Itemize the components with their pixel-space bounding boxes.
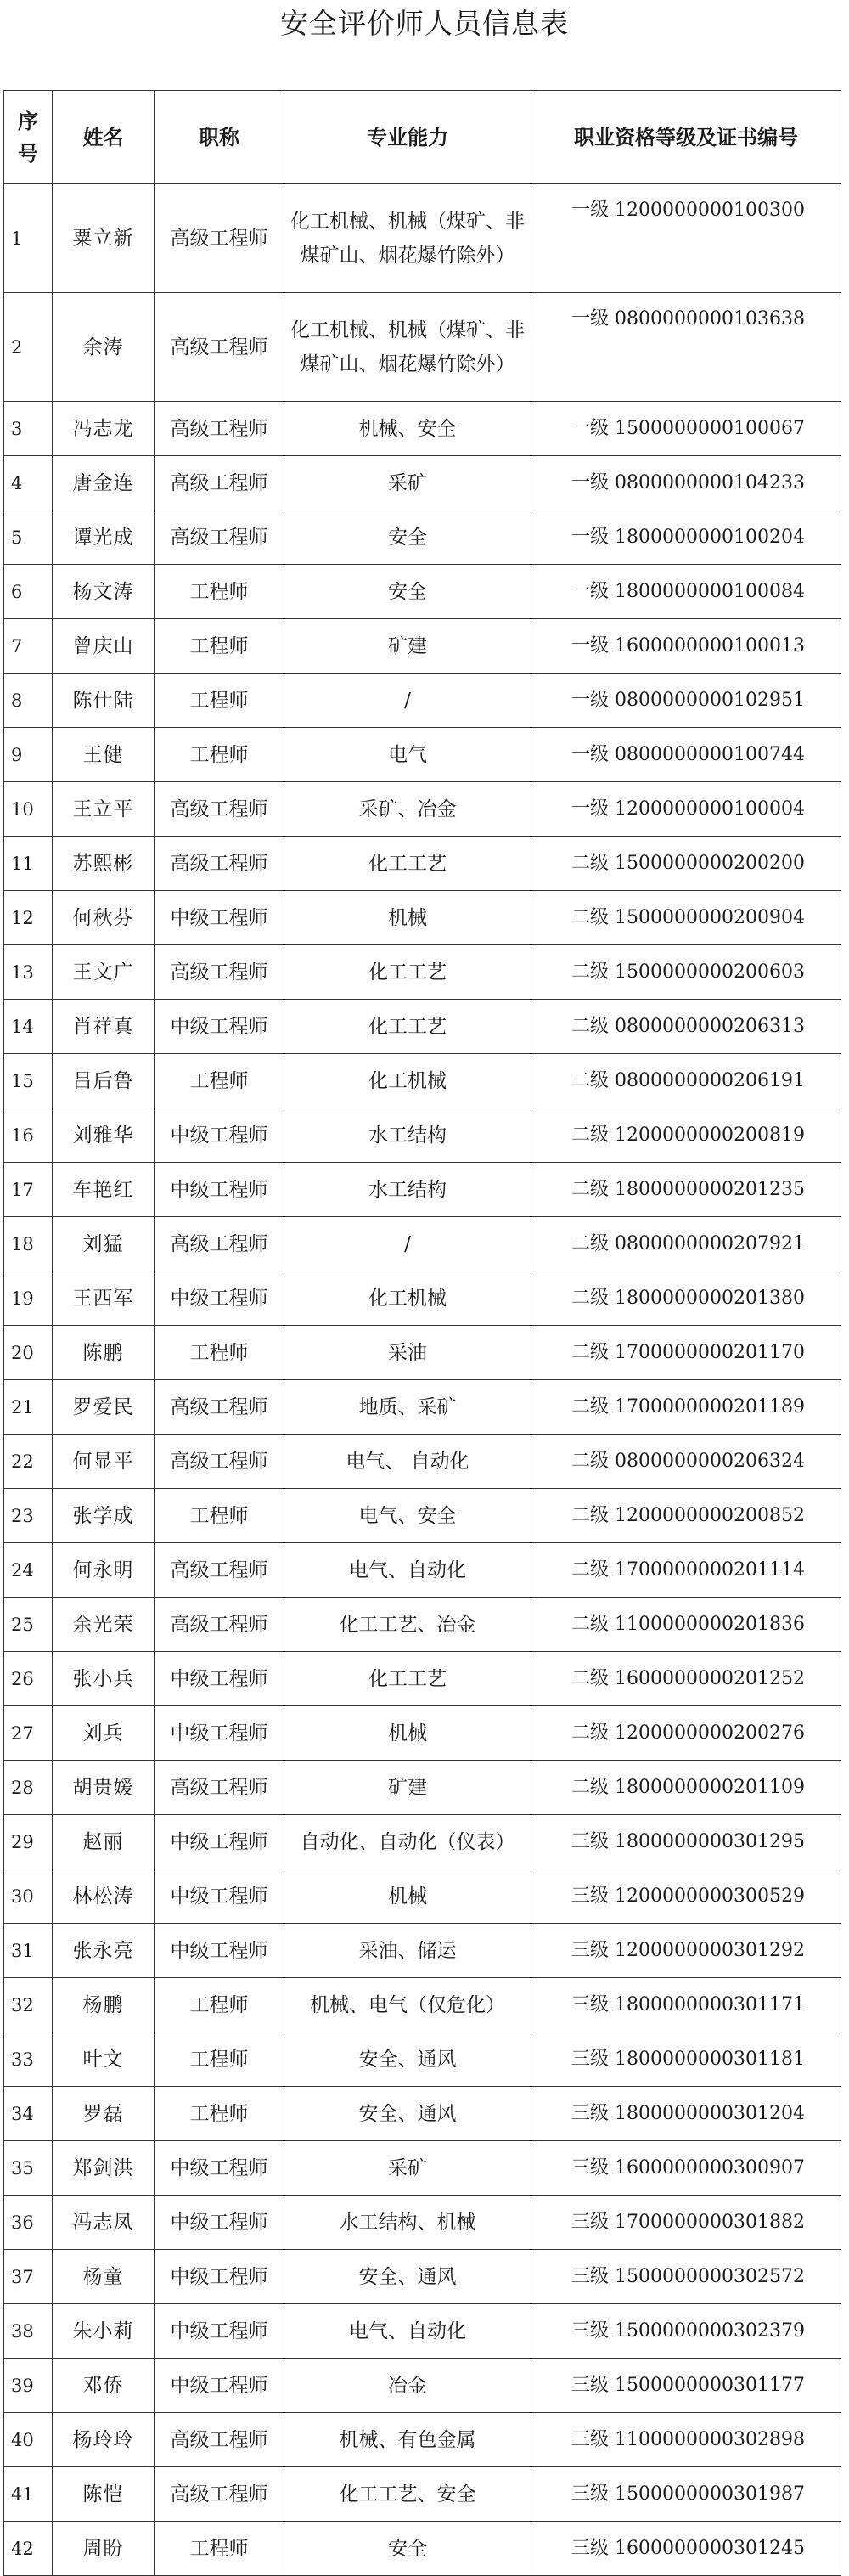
cell-title: 工程师 — [155, 1489, 284, 1543]
table-row — [4, 1815, 841, 1869]
table-row — [4, 1054, 841, 1108]
cell-name: 唐金连 — [53, 456, 155, 510]
table-row — [4, 1163, 841, 1217]
table-row — [4, 2141, 841, 2196]
cell-seq: 24 — [4, 1543, 53, 1598]
header-name: 姓名 — [53, 91, 155, 184]
cell-cert: 一级 1200000000100004 — [531, 782, 841, 837]
cell-ability: 自动化、自动化（仪表） — [284, 1815, 531, 1869]
cell-cert: 三级 1500000000302379 — [531, 2304, 841, 2359]
cell-title: 工程师 — [155, 674, 284, 728]
cell-title: 工程师 — [155, 565, 284, 619]
cell-cert: 二级 1700000000201114 — [531, 1543, 841, 1598]
table-row — [4, 2304, 841, 2359]
table-row — [4, 1869, 841, 1924]
table-row — [4, 293, 841, 402]
table-row — [4, 510, 841, 565]
cell-cert: 二级 1100000000201836 — [531, 1598, 841, 1652]
cell-seq: 14 — [4, 1000, 53, 1054]
cell-title: 高级工程师 — [155, 1380, 284, 1435]
cell-title: 中级工程师 — [155, 2250, 284, 2304]
cell-seq: 7 — [4, 619, 53, 674]
table-row — [4, 402, 841, 456]
cell-title: 中级工程师 — [155, 1869, 284, 1924]
cell-title: 工程师 — [155, 1978, 284, 2032]
cell-cert: 二级 1800000000201380 — [531, 1271, 841, 1326]
table-row — [4, 1435, 841, 1489]
table-row — [4, 1326, 841, 1380]
cell-title: 高级工程师 — [155, 1543, 284, 1598]
header-ability: 专业能力 — [284, 91, 531, 184]
cell-seq: 36 — [4, 2196, 53, 2250]
cell-ability: 机械 — [284, 1869, 531, 1924]
table-header — [4, 91, 841, 184]
cell-cert: 一级 1500000000100067 — [531, 402, 841, 456]
cell-ability: 机械 — [284, 1706, 531, 1761]
cell-name: 王健 — [53, 728, 155, 782]
cell-title: 工程师 — [155, 1326, 284, 1380]
cell-name: 邓侨 — [53, 2359, 155, 2413]
cell-seq: 35 — [4, 2141, 53, 2196]
cell-cert: 三级 1800000000301295 — [531, 1815, 841, 1869]
table-row — [4, 891, 841, 945]
table-row — [4, 2087, 841, 2141]
cell-seq: 2 — [4, 293, 53, 402]
table-row — [4, 2196, 841, 2250]
cell-ability: 水工结构、机械 — [284, 2196, 531, 2250]
cell-seq: 12 — [4, 891, 53, 945]
cell-ability: 安全 — [284, 2522, 531, 2576]
cell-cert: 三级 1100000000302898 — [531, 2413, 841, 2467]
cell-ability: 化工工艺、安全 — [284, 2467, 531, 2522]
table-row — [4, 1978, 841, 2032]
cell-ability: 化工机械 — [284, 1271, 531, 1326]
table-row — [4, 728, 841, 782]
cell-title: 高级工程师 — [155, 782, 284, 837]
cell-seq: 37 — [4, 2250, 53, 2304]
cell-ability: 安全、通风 — [284, 2087, 531, 2141]
cell-ability: / — [284, 1217, 531, 1271]
cell-seq: 18 — [4, 1217, 53, 1271]
cell-seq: 42 — [4, 2522, 53, 2576]
cell-seq: 10 — [4, 782, 53, 837]
cell-ability: 安全、通风 — [284, 2032, 531, 2087]
cell-seq: 13 — [4, 945, 53, 1000]
cell-name: 余涛 — [53, 293, 155, 402]
cell-name: 陈仕陆 — [53, 674, 155, 728]
cell-title: 中级工程师 — [155, 1108, 284, 1163]
cell-ability: 采矿、冶金 — [284, 782, 531, 837]
table-row — [4, 1380, 841, 1435]
cell-ability: 化工机械 — [284, 1054, 531, 1108]
cell-title: 高级工程师 — [155, 293, 284, 402]
cell-name: 罗爱民 — [53, 1380, 155, 1435]
cell-cert: 一级 0800000000102951 — [531, 674, 841, 728]
header-seq: 序号 — [4, 91, 53, 184]
cell-title: 中级工程师 — [155, 2141, 284, 2196]
table-row — [4, 1924, 841, 1978]
cell-name: 周盼 — [53, 2522, 155, 2576]
cell-ability: 机械、安全 — [284, 402, 531, 456]
cell-ability: 化工工艺 — [284, 945, 531, 1000]
cell-name: 杨童 — [53, 2250, 155, 2304]
cell-title: 工程师 — [155, 728, 284, 782]
cell-cert: 二级 1200000000200276 — [531, 1706, 841, 1761]
table-row — [4, 1489, 841, 1543]
cell-name: 王文广 — [53, 945, 155, 1000]
table-row — [4, 1652, 841, 1706]
cell-ability: 安全 — [284, 565, 531, 619]
cell-name: 刘猛 — [53, 1217, 155, 1271]
cell-seq: 21 — [4, 1380, 53, 1435]
cell-ability: 电气、自动化 — [284, 1543, 531, 1598]
cell-name: 张学成 — [53, 1489, 155, 1543]
cell-cert: 一级 1200000000100300 — [531, 184, 841, 293]
cell-title: 工程师 — [155, 2032, 284, 2087]
cell-ability: 机械、有色金属 — [284, 2413, 531, 2467]
cell-name: 杨文涛 — [53, 565, 155, 619]
cell-name: 肖祥真 — [53, 1000, 155, 1054]
cell-ability: 安全、通风 — [284, 2250, 531, 2304]
table-row — [4, 456, 841, 510]
cell-name: 谭光成 — [53, 510, 155, 565]
header-cert: 职业资格等级及证书编号 — [531, 91, 841, 184]
cell-seq: 29 — [4, 1815, 53, 1869]
cell-cert: 三级 1200000000301292 — [531, 1924, 841, 1978]
cell-title: 中级工程师 — [155, 1271, 284, 1326]
cell-cert: 一级 1800000000100204 — [531, 510, 841, 565]
cell-ability: 水工结构 — [284, 1108, 531, 1163]
cell-title: 高级工程师 — [155, 184, 284, 293]
cell-name: 胡贵媛 — [53, 1761, 155, 1815]
cell-name: 余光荣 — [53, 1598, 155, 1652]
cell-title: 高级工程师 — [155, 2413, 284, 2467]
cell-ability: 安全 — [284, 510, 531, 565]
cell-title: 高级工程师 — [155, 837, 284, 891]
cell-name: 林松涛 — [53, 1869, 155, 1924]
cell-seq: 11 — [4, 837, 53, 891]
cell-ability: 地质、采矿 — [284, 1380, 531, 1435]
cell-ability: 电气、安全 — [284, 1489, 531, 1543]
cell-ability: 化工机械、机械（煤矿、非煤矿山、烟花爆竹除外） — [284, 184, 531, 293]
cell-cert: 一级 0800000000103638 — [531, 293, 841, 402]
cell-cert: 三级 1500000000301987 — [531, 2467, 841, 2522]
cell-name: 朱小莉 — [53, 2304, 155, 2359]
cell-name: 何显平 — [53, 1435, 155, 1489]
cell-seq: 25 — [4, 1598, 53, 1652]
cell-ability: 化工工艺 — [284, 1000, 531, 1054]
cell-title: 中级工程师 — [155, 1924, 284, 1978]
cell-name: 曾庆山 — [53, 619, 155, 674]
cell-ability: 化工工艺、冶金 — [284, 1598, 531, 1652]
cell-cert: 三级 1800000000301181 — [531, 2032, 841, 2087]
cell-cert: 二级 1200000000200819 — [531, 1108, 841, 1163]
table-row — [4, 1543, 841, 1598]
cell-cert: 三级 1500000000301177 — [531, 2359, 841, 2413]
cell-cert: 三级 1600000000301245 — [531, 2522, 841, 2576]
cell-name: 张永亮 — [53, 1924, 155, 1978]
cell-ability: 矿建 — [284, 619, 531, 674]
cell-ability: 化工工艺 — [284, 1652, 531, 1706]
cell-seq: 23 — [4, 1489, 53, 1543]
table-row — [4, 1000, 841, 1054]
cell-cert: 二级 1500000000200200 — [531, 837, 841, 891]
table-body — [4, 184, 841, 2576]
table-row — [4, 565, 841, 619]
cell-cert: 三级 1200000000300529 — [531, 1869, 841, 1924]
cell-title: 中级工程师 — [155, 2196, 284, 2250]
cell-title: 中级工程师 — [155, 1706, 284, 1761]
cell-seq: 15 — [4, 1054, 53, 1108]
cell-cert: 三级 1600000000300907 — [531, 2141, 841, 2196]
cell-seq: 3 — [4, 402, 53, 456]
cell-name: 何永明 — [53, 1543, 155, 1598]
cell-cert: 二级 1700000000201170 — [531, 1326, 841, 1380]
cell-name: 罗磊 — [53, 2087, 155, 2141]
cell-name: 车艳红 — [53, 1163, 155, 1217]
table-row — [4, 782, 841, 837]
cell-name: 赵丽 — [53, 1815, 155, 1869]
table-row — [4, 674, 841, 728]
table-row — [4, 1108, 841, 1163]
cell-name: 杨鹏 — [53, 1978, 155, 2032]
cell-ability: 电气、 自动化 — [284, 1435, 531, 1489]
cell-title: 高级工程师 — [155, 945, 284, 1000]
cell-title: 工程师 — [155, 619, 284, 674]
cell-name: 王西军 — [53, 1271, 155, 1326]
header-title: 职称 — [155, 91, 284, 184]
table-row — [4, 2522, 841, 2576]
cell-name: 何秋芬 — [53, 891, 155, 945]
cell-name: 张小兵 — [53, 1652, 155, 1706]
cell-cert: 一级 1600000000100013 — [531, 619, 841, 674]
cell-title: 高级工程师 — [155, 1217, 284, 1271]
table-row — [4, 2413, 841, 2467]
cell-cert: 二级 1200000000200852 — [531, 1489, 841, 1543]
cell-title: 中级工程师 — [155, 1163, 284, 1217]
cell-cert: 三级 1800000000301171 — [531, 1978, 841, 2032]
cell-seq: 8 — [4, 674, 53, 728]
header-row — [4, 91, 841, 184]
table-row — [4, 2032, 841, 2087]
cell-name: 刘兵 — [53, 1706, 155, 1761]
cell-seq: 20 — [4, 1326, 53, 1380]
cell-seq: 28 — [4, 1761, 53, 1815]
cell-title: 中级工程师 — [155, 2304, 284, 2359]
cell-cert: 三级 1700000000301882 — [531, 2196, 841, 2250]
page-title: 安全评价师人员信息表 — [280, 7, 569, 40]
cell-ability: 机械 — [284, 891, 531, 945]
cell-name: 陈恺 — [53, 2467, 155, 2522]
cell-title: 中级工程师 — [155, 1652, 284, 1706]
cell-name: 苏熙彬 — [53, 837, 155, 891]
cell-cert: 三级 1500000000302572 — [531, 2250, 841, 2304]
cell-cert: 二级 0800000000206313 — [531, 1000, 841, 1054]
cell-cert: 三级 1800000000301204 — [531, 2087, 841, 2141]
cell-cert: 一级 0800000000100744 — [531, 728, 841, 782]
personnel-table — [3, 90, 841, 2576]
cell-ability: 采油 — [284, 1326, 531, 1380]
cell-title: 高级工程师 — [155, 456, 284, 510]
table-row — [4, 2359, 841, 2413]
cell-title: 高级工程师 — [155, 1598, 284, 1652]
cell-ability: 机械、电气（仅危化） — [284, 1978, 531, 2032]
table-row — [4, 2250, 841, 2304]
cell-seq: 22 — [4, 1435, 53, 1489]
table-row — [4, 2467, 841, 2522]
cell-seq: 19 — [4, 1271, 53, 1326]
cell-cert: 二级 1600000000201252 — [531, 1652, 841, 1706]
cell-ability: / — [284, 674, 531, 728]
cell-name: 刘雅华 — [53, 1108, 155, 1163]
cell-ability: 采油、储运 — [284, 1924, 531, 1978]
cell-seq: 9 — [4, 728, 53, 782]
cell-cert: 二级 1500000000200603 — [531, 945, 841, 1000]
cell-name: 杨玲玲 — [53, 2413, 155, 2467]
cell-cert: 二级 1800000000201109 — [531, 1761, 841, 1815]
cell-seq: 5 — [4, 510, 53, 565]
table-row — [4, 1217, 841, 1271]
cell-title: 工程师 — [155, 1054, 284, 1108]
cell-seq: 30 — [4, 1869, 53, 1924]
cell-ability: 采矿 — [284, 456, 531, 510]
cell-cert: 二级 1800000000201235 — [531, 1163, 841, 1217]
cell-seq: 33 — [4, 2032, 53, 2087]
cell-cert: 二级 0800000000206324 — [531, 1435, 841, 1489]
cell-seq: 26 — [4, 1652, 53, 1706]
cell-name: 郑剑洪 — [53, 2141, 155, 2196]
cell-title: 中级工程师 — [155, 1815, 284, 1869]
cell-title: 中级工程师 — [155, 2359, 284, 2413]
cell-ability: 冶金 — [284, 2359, 531, 2413]
cell-title: 高级工程师 — [155, 510, 284, 565]
cell-seq: 1 — [4, 184, 53, 293]
table-row — [4, 184, 841, 293]
table-row — [4, 945, 841, 1000]
cell-title: 高级工程师 — [155, 402, 284, 456]
cell-ability: 采矿 — [284, 2141, 531, 2196]
cell-name: 叶文 — [53, 2032, 155, 2087]
cell-title: 工程师 — [155, 2087, 284, 2141]
cell-cert: 二级 1700000000201189 — [531, 1380, 841, 1435]
table-row — [4, 1271, 841, 1326]
cell-ability: 水工结构 — [284, 1163, 531, 1217]
cell-cert: 二级 1500000000200904 — [531, 891, 841, 945]
cell-name: 王立平 — [53, 782, 155, 837]
table-row — [4, 1761, 841, 1815]
cell-name: 吕后鲁 — [53, 1054, 155, 1108]
table-row — [4, 619, 841, 674]
cell-title: 中级工程师 — [155, 1000, 284, 1054]
cell-name: 冯志龙 — [53, 402, 155, 456]
cell-title: 工程师 — [155, 2522, 284, 2576]
cell-title: 高级工程师 — [155, 1435, 284, 1489]
cell-cert: 二级 0800000000206191 — [531, 1054, 841, 1108]
table-row — [4, 1598, 841, 1652]
cell-seq: 6 — [4, 565, 53, 619]
cell-ability: 电气 — [284, 728, 531, 782]
cell-seq: 4 — [4, 456, 53, 510]
cell-ability: 矿建 — [284, 1761, 531, 1815]
cell-seq: 40 — [4, 2413, 53, 2467]
cell-ability: 化工机械、机械（煤矿、非煤矿山、烟花爆竹除外） — [284, 293, 531, 402]
cell-name: 陈鹏 — [53, 1326, 155, 1380]
cell-seq: 16 — [4, 1108, 53, 1163]
cell-name: 冯志凤 — [53, 2196, 155, 2250]
cell-seq: 27 — [4, 1706, 53, 1761]
cell-cert: 二级 0800000000207921 — [531, 1217, 841, 1271]
cell-title: 中级工程师 — [155, 891, 284, 945]
cell-name: 粟立新 — [53, 184, 155, 293]
cell-cert: 一级 0800000000104233 — [531, 456, 841, 510]
cell-cert: 一级 1800000000100084 — [531, 565, 841, 619]
cell-seq: 32 — [4, 1978, 53, 2032]
cell-seq: 39 — [4, 2359, 53, 2413]
cell-seq: 38 — [4, 2304, 53, 2359]
cell-ability: 电气、自动化 — [284, 2304, 531, 2359]
cell-seq: 34 — [4, 2087, 53, 2141]
table-row — [4, 837, 841, 891]
cell-title: 高级工程师 — [155, 2467, 284, 2522]
cell-ability: 化工工艺 — [284, 837, 531, 891]
table-row — [4, 1706, 841, 1761]
cell-title: 高级工程师 — [155, 1761, 284, 1815]
cell-seq: 41 — [4, 2467, 53, 2522]
cell-seq: 17 — [4, 1163, 53, 1217]
cell-seq: 31 — [4, 1924, 53, 1978]
